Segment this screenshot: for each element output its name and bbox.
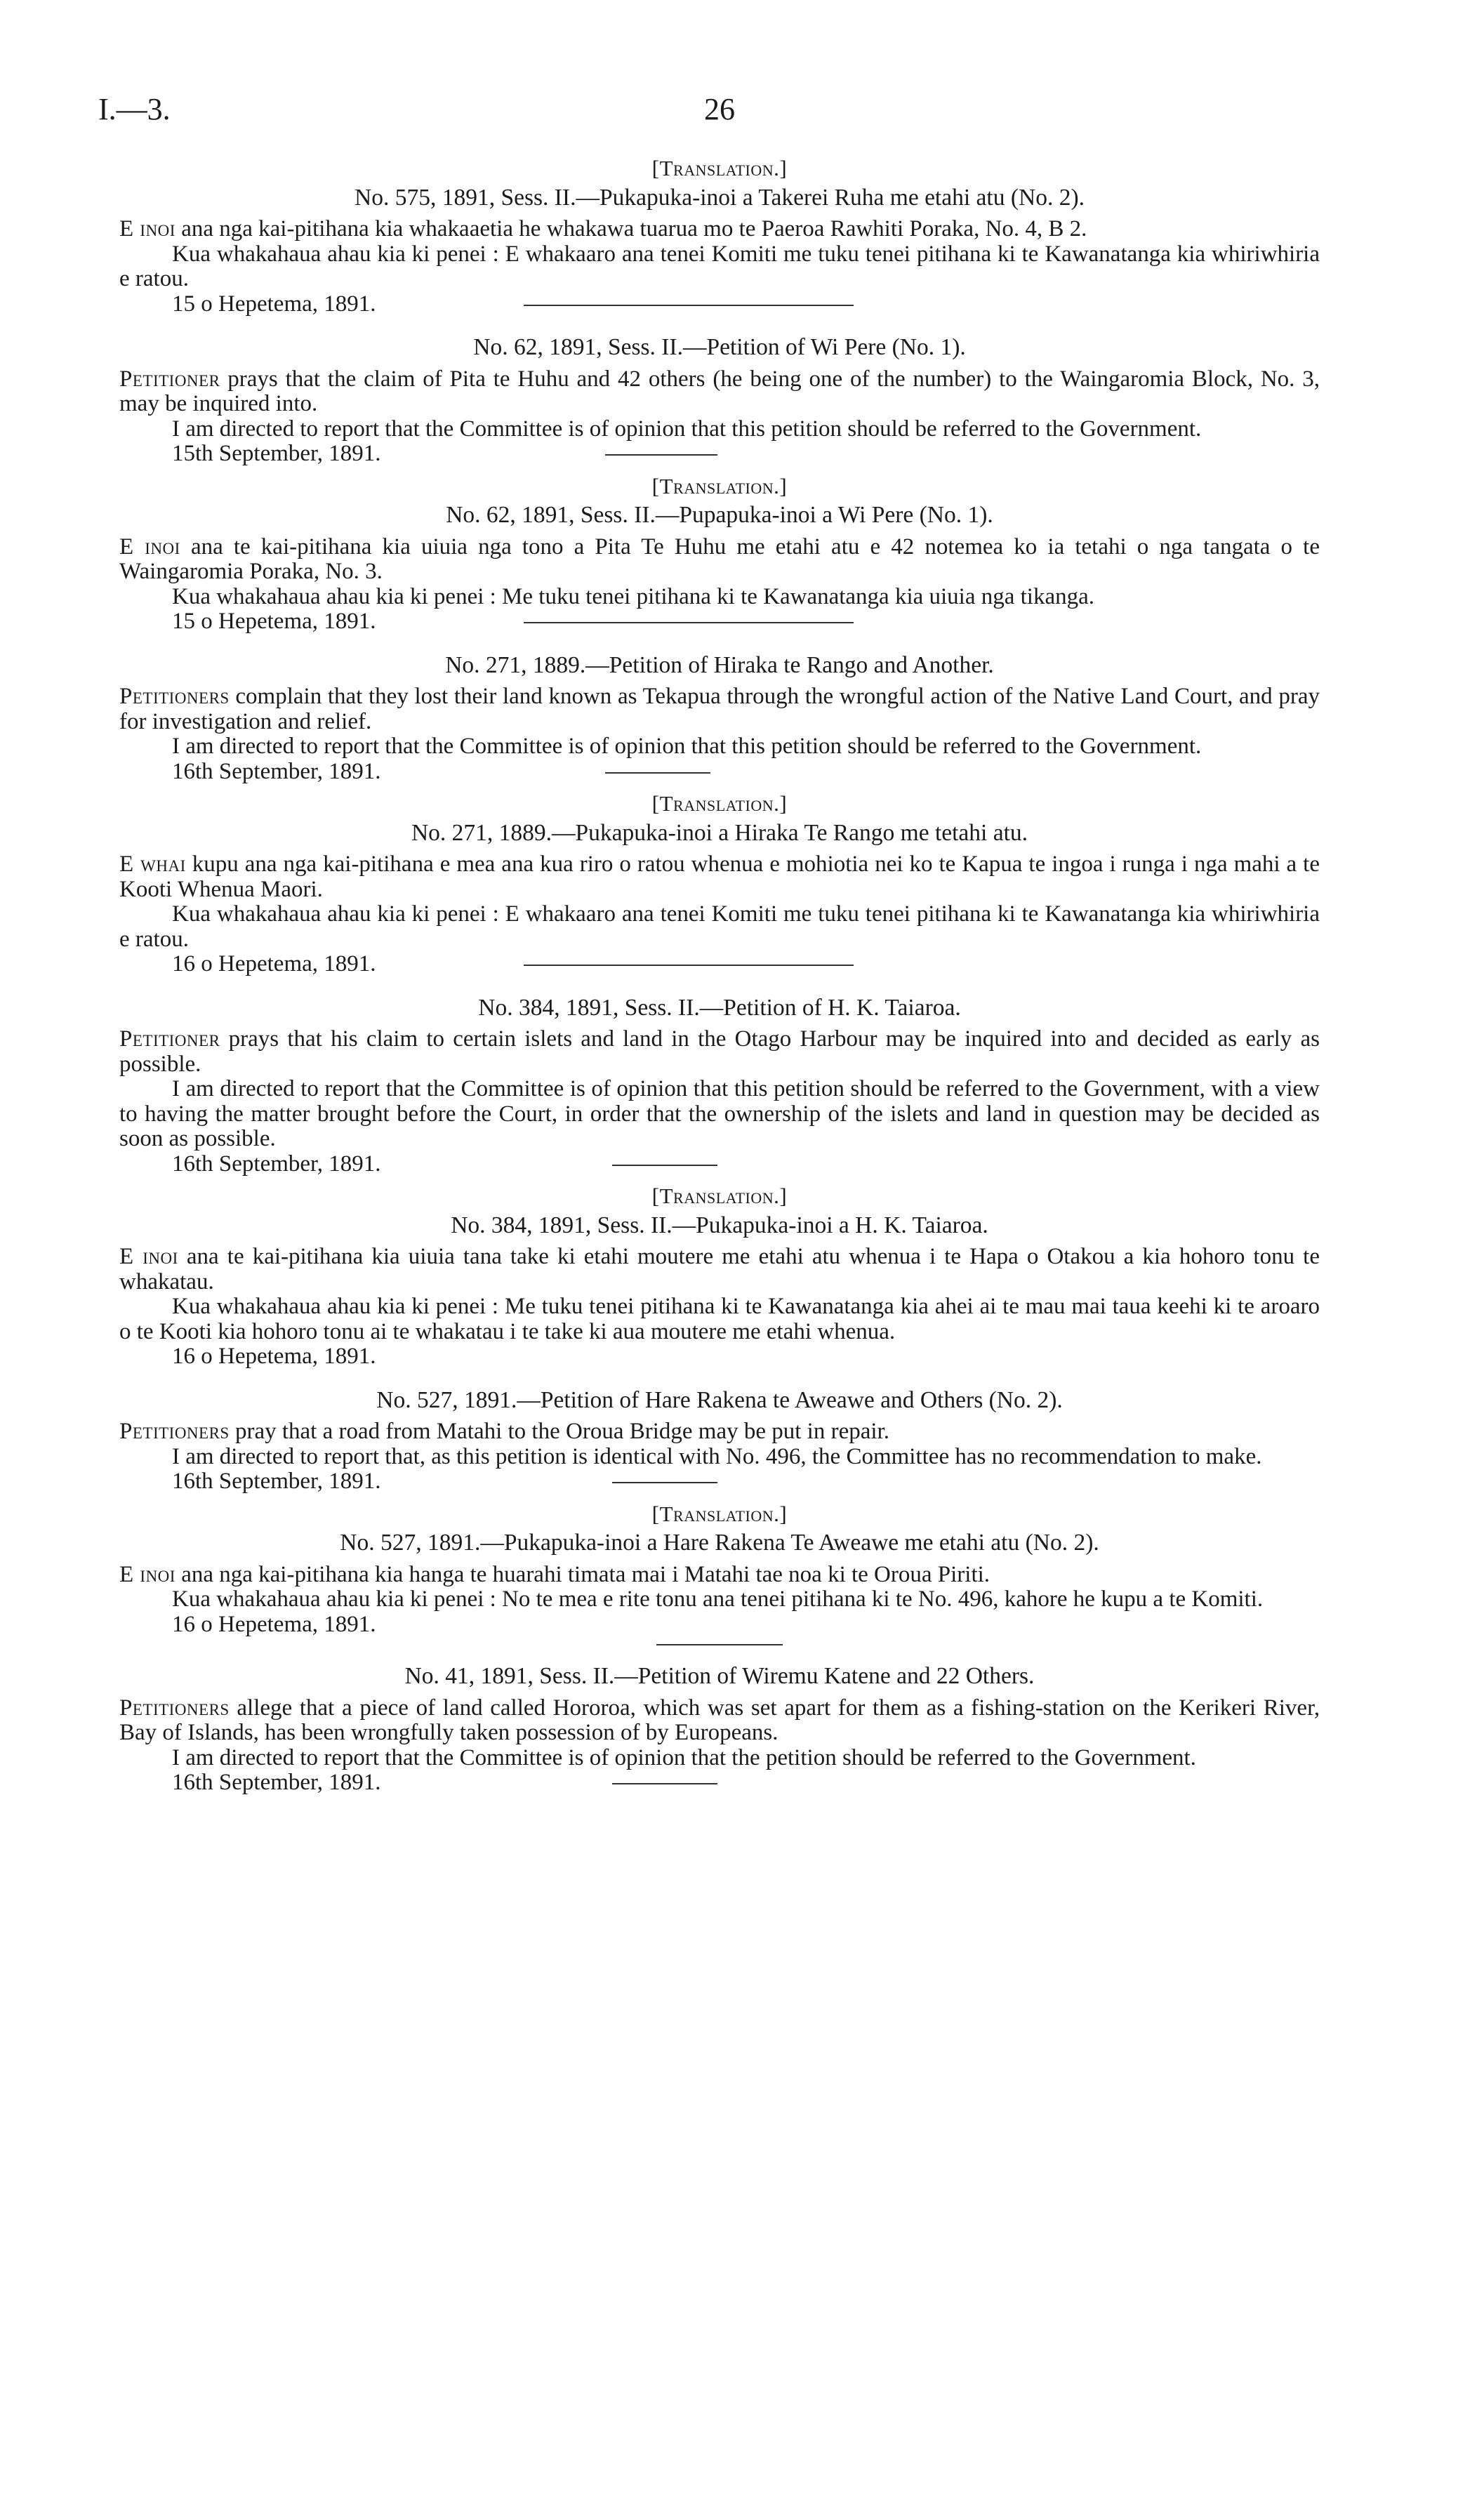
report-date	[119, 292, 1320, 317]
petition-prayer	[119, 1245, 1320, 1294]
petition-prayer	[119, 1027, 1320, 1077]
date-text: 16 o Hepetema, 1891.	[172, 1344, 376, 1369]
translation-label: [Translation.]	[651, 1501, 788, 1526]
committee-report: Kua whakahaua ahau kia ki penei : No te mea e rite tonu ana tenei pitihana ki te No. 496, kahore he kupu a te Komiti.	[172, 1586, 1264, 1612]
prayer-text: prays that the claim of Pita te Huhu and 42 others (he being one of the number) to the Waingaromia Block, No. 3, may be inquired into.	[119, 366, 1320, 416]
prayer-text: kupu ana nga kai-pitihana e mea ana kua riro o ratou whenua e mohiotia nei ko te Kapua te ingoa i runga i nga mahi a te Kooti Whenua Maori.	[119, 852, 1320, 902]
separator-rule	[605, 454, 717, 456]
lead-words: Petitioner	[119, 1026, 220, 1052]
prayer-text: allege that a piece of land called Hororoa, which was set apart for them as a fishing-station on the Kerikeri River, Bay of Islands, has been wrongfully taken possession of by Europeans.	[119, 1695, 1320, 1745]
report-date	[119, 1344, 1320, 1370]
date-text: 15 o Hepetema, 1891.	[172, 609, 376, 634]
petition-section	[119, 156, 1320, 317]
prayer-text: ana nga kai-pitihana kia hanga te huarahi timata mai i Matahi tae noa ki te Oroua Piriti.	[175, 1561, 991, 1587]
petition-prayer	[119, 1696, 1320, 1746]
petition-title: No. 527, 1891.—Petition of Hare Rakena te Aweawe and Others (No. 2).	[376, 1386, 1063, 1413]
separator-rule	[524, 965, 854, 966]
prayer-text: prays that his claim to certain islets and land in the Otago Harbour may be inquired into and decided as early as possible.	[119, 1026, 1320, 1077]
document-body	[119, 156, 1320, 1796]
date-text: 15 o Hepetema, 1891.	[172, 291, 376, 317]
petition-section	[119, 1664, 1320, 1796]
petition-prayer	[119, 217, 1320, 242]
date-text: 16 o Hepetema, 1891.	[172, 951, 376, 976]
date-text: 16th September, 1891.	[172, 1151, 381, 1177]
lead-words: Petitioners	[119, 1695, 230, 1721]
lead-words: Petitioners	[119, 1419, 230, 1444]
date-text: 16 o Hepetema, 1891.	[172, 1611, 376, 1637]
petition-title: No. 271, 1889.—Pukapuka-inoi a Hiraka Te Rango me tetahi atu.	[411, 819, 1028, 846]
petition-title: No. 271, 1889.—Petition of Hiraka te Rango and Another.	[445, 651, 994, 678]
prayer-text: pray that a road from Matahi to the Oroua Bridge may be put in repair.	[229, 1419, 889, 1444]
petition-section	[119, 1502, 1320, 1646]
date-text: 16th September, 1891.	[172, 1469, 381, 1494]
petition-section	[119, 995, 1320, 1177]
committee-report: Kua whakahaua ahau kia ki penei : E whakaaro ana tenei Komiti me tuku tenei pitihana ki te Kawanatanga kia whiriwhiria e ratou.	[119, 241, 1320, 291]
petition-section	[119, 474, 1320, 635]
committee-report: Kua whakahaua ahau kia ki penei : Me tuku tenei pitihana ki te Kawanatanga kia uiuia nga tikanga.	[172, 583, 1095, 609]
separator-rule	[524, 622, 854, 623]
date-text: 16th September, 1891.	[172, 758, 381, 784]
lead-words: Petitioners	[119, 684, 230, 709]
translation-label: [Translation.]	[651, 473, 788, 498]
translation-label: [Translation.]	[651, 791, 788, 816]
separator-rule	[612, 1783, 717, 1784]
petition-prayer	[119, 535, 1320, 585]
committee-report: Kua whakahaua ahau kia ki penei : E whakaaro ana tenei Komiti me tuku tenei pitihana ki te Kawanatanga kia whiriwhiria e ratou.	[119, 901, 1320, 952]
petition-prayer	[119, 1563, 1320, 1588]
lead-words: E whai	[119, 852, 186, 877]
lead-words: E inoi	[119, 534, 180, 559]
prayer-text: complain that they lost their land known as Tekapua through the wrongful action of the Native Land Court, and pray for investigation and relief.	[119, 684, 1320, 734]
petition-title: No. 41, 1891, Sess. II.—Petition of Wiremu Katene and 22 Others.	[404, 1663, 1035, 1689]
report-date	[119, 442, 1320, 467]
petition-title: No. 384, 1891, Sess. II.—Petition of H. K. Taiaroa.	[478, 994, 961, 1021]
page-header	[98, 91, 1320, 140]
petition-prayer	[119, 684, 1320, 734]
prayer-text: ana te kai-pitihana kia uiuia nga tono a Pita Te Huhu me etahi atu e 42 notemea ko ia tetahi o nga tangata o te Waingaromia Poraka, No. 3.	[119, 534, 1320, 584]
translation-label: [Translation.]	[651, 156, 788, 180]
petition-section	[119, 1388, 1320, 1495]
petition-title: No. 527, 1891.—Pukapuka-inoi a Hare Rakena Te Aweawe me etahi atu (No. 2).	[340, 1530, 1099, 1556]
prayer-text: ana te kai-pitihana kia uiuia tana take ki etahi moutere me etahi atu whenua i te Hapa o Otakou a kia hohoro tonu te whakatau.	[119, 1244, 1320, 1294]
document-reference: I.—3.	[98, 92, 171, 126]
petition-section	[119, 791, 1320, 977]
petition-title: No. 575, 1891, Sess. II.—Pukapuka-inoi a Takerei Ruha me etahi atu (No. 2).	[355, 184, 1085, 211]
date-text: 16th September, 1891.	[172, 1770, 381, 1795]
petition-title: No. 62, 1891, Sess. II.—Pupapuka-inoi a Wi Pere (No. 1).	[446, 502, 993, 528]
petition-prayer	[119, 1419, 1320, 1445]
separator-rule	[612, 1165, 717, 1166]
separator-rule	[612, 1482, 717, 1483]
petition-title: No. 384, 1891, Sess. II.—Pukapuka-inoi a H. K. Taiaroa.	[451, 1212, 988, 1238]
committee-report: Kua whakahaua ahau kia ki penei : Me tuku tenei pitihana ki te Kawanatanga kia ahei ai te mau mai taua keehi ki te aroaro o te Kooti kia hohoro tonu ai te whakatau i te take ki aua moutere me etahi whenua.	[119, 1294, 1320, 1344]
committee-report: I am directed to report that the Committee is of opinion that the petition should be referred to the Government.	[172, 1744, 1196, 1770]
report-date	[119, 1612, 1320, 1638]
petition-section	[119, 1184, 1320, 1370]
committee-report: I am directed to report that, as this petition is identical with No. 496, the Committee has no recommendation to make.	[172, 1443, 1262, 1469]
separator-rule	[524, 305, 854, 306]
committee-report: I am directed to report that the Committee is of opinion that this petition should be referred to the Government.	[172, 416, 1202, 442]
page-number: 26	[704, 92, 735, 126]
petition-title: No. 62, 1891, Sess. II.—Petition of Wi Pere (No. 1).	[473, 334, 966, 360]
separator-rule	[605, 772, 710, 774]
petition-prayer	[119, 367, 1320, 417]
petition-prayer	[119, 852, 1320, 902]
translation-label: [Translation.]	[651, 1184, 788, 1208]
report-date	[119, 1469, 1320, 1495]
petition-section	[119, 653, 1320, 785]
committee-report: I am directed to report that the Committee is of opinion that this petition should be referred to the Government, with a view to having the matter brought before the Court, in order that the ownership of the islets and land in question may be decided as soon as possible.	[119, 1076, 1320, 1151]
date-text: 15th September, 1891.	[172, 441, 381, 466]
lead-words: E inoi	[119, 1561, 175, 1587]
report-date	[119, 952, 1320, 977]
report-date	[119, 760, 1320, 785]
committee-report: I am directed to report that the Committee is of opinion that this petition should be referred to the Government.	[172, 734, 1202, 759]
lead-words: E inoi	[119, 216, 175, 241]
prayer-text: ana nga kai-pitihana kia whakaaetia he whakawa tuarua mo te Paeroa Rawhiti Poraka, No. 4, B 2.	[175, 216, 1087, 241]
petition-section	[119, 335, 1320, 467]
lead-words: Petitioner	[119, 366, 220, 392]
report-date	[119, 609, 1320, 635]
report-date	[119, 1152, 1320, 1177]
report-date	[119, 1770, 1320, 1796]
document-page	[98, 0, 1320, 2504]
lead-words: E inoi	[119, 1244, 178, 1269]
